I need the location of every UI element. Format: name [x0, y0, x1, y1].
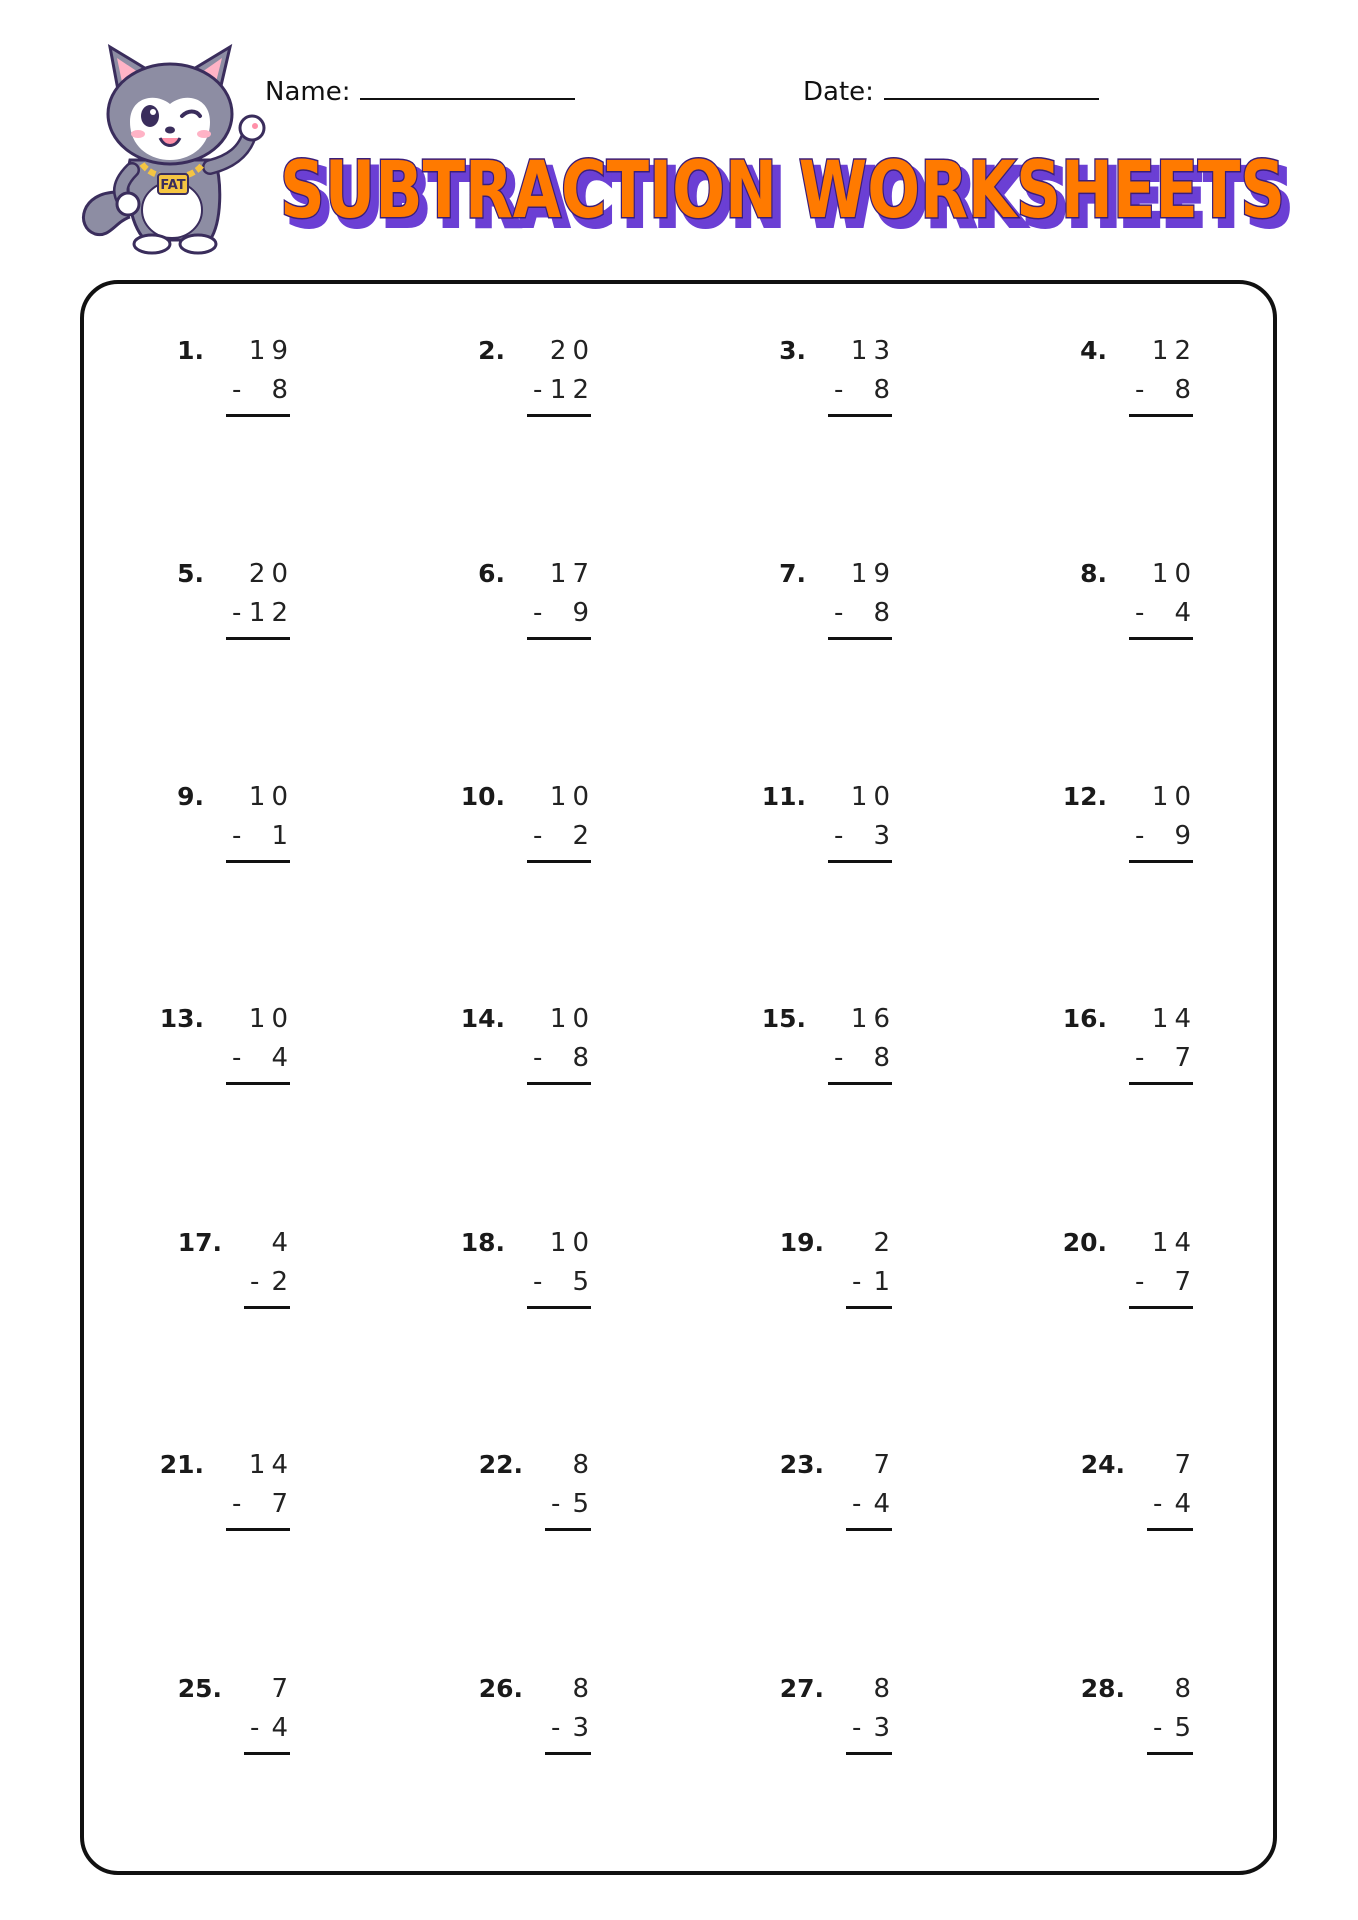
problem-23: [742, 1450, 896, 1530]
minus-sign: -: [533, 1043, 543, 1073]
problem-number: 26.: [478, 1674, 523, 1703]
minus-sign: -: [1135, 821, 1145, 851]
problem-number: 12.: [1062, 782, 1107, 811]
subtrahend: 9: [572, 598, 595, 628]
mascot-chain-text: FAT: [160, 178, 186, 193]
minus-sign: -: [232, 1489, 242, 1519]
answer-line[interactable]: [1147, 1528, 1193, 1531]
problem-number: 27.: [779, 1674, 824, 1703]
subtrahend: 8: [873, 1043, 896, 1073]
answer-line[interactable]: [1129, 637, 1193, 640]
problem-6: [441, 559, 595, 639]
subtrahend: 8: [873, 375, 896, 405]
problem-5: [140, 559, 294, 639]
subtrahend: 4: [1174, 1489, 1197, 1519]
minus-sign: -: [551, 1713, 561, 1743]
minuend: 17: [549, 559, 595, 589]
problem-number: 25.: [177, 1674, 222, 1703]
answer-line[interactable]: [527, 1306, 591, 1309]
date-label: Date:: [803, 77, 874, 107]
problem-9: [140, 782, 294, 862]
minus-sign: -: [250, 1267, 260, 1297]
answer-line[interactable]: [1147, 1752, 1193, 1755]
problem-number: 16.: [1062, 1004, 1107, 1033]
minuend: 14: [248, 1450, 294, 1480]
answer-line[interactable]: [1129, 1082, 1193, 1085]
problem-number: 17.: [177, 1228, 222, 1257]
minus-sign: -: [852, 1267, 862, 1297]
problem-18: [441, 1228, 595, 1308]
answer-line[interactable]: [545, 1528, 591, 1531]
minus-sign: -: [1153, 1489, 1163, 1519]
answer-line[interactable]: [226, 1082, 290, 1085]
subtrahend: 5: [1174, 1713, 1197, 1743]
minus-sign: -: [834, 821, 844, 851]
minus-sign: -: [852, 1489, 862, 1519]
problem-15: [742, 1004, 896, 1084]
minus-sign: -: [1153, 1713, 1163, 1743]
minuend: 2: [873, 1228, 896, 1258]
problem-20: [1043, 1228, 1197, 1308]
minuend: 10: [248, 782, 294, 812]
minus-sign: -: [250, 1713, 260, 1743]
problem-27: [742, 1674, 896, 1754]
minus-sign: -: [551, 1489, 561, 1519]
minus-sign: -: [834, 375, 844, 405]
minuend: 10: [549, 782, 595, 812]
minus-sign: -: [1135, 375, 1145, 405]
subtrahend: 7: [271, 1489, 294, 1519]
subtrahend: 12: [549, 375, 595, 405]
subtrahend: 4: [1174, 598, 1197, 628]
minuend: 7: [1174, 1450, 1197, 1480]
problem-number: 28.: [1080, 1674, 1125, 1703]
problem-number: 3.: [779, 336, 806, 365]
minus-sign: -: [232, 821, 242, 851]
minuend: 12: [1151, 336, 1197, 366]
minuend: 10: [850, 782, 896, 812]
answer-line[interactable]: [244, 1752, 290, 1755]
answer-line[interactable]: [226, 637, 290, 640]
minus-sign: -: [232, 1043, 242, 1073]
minuend: 8: [1174, 1674, 1197, 1704]
minuend: 10: [248, 1004, 294, 1034]
answer-line[interactable]: [846, 1752, 892, 1755]
minus-sign: -: [232, 598, 242, 628]
answer-line[interactable]: [1129, 414, 1193, 417]
problem-19: [742, 1228, 896, 1308]
answer-line[interactable]: [527, 1082, 591, 1085]
problem-14: [441, 1004, 595, 1084]
page-title: [280, 135, 1300, 245]
answer-line[interactable]: [1129, 860, 1193, 863]
minus-sign: -: [834, 598, 844, 628]
date-line[interactable]: [884, 74, 1099, 100]
subtrahend: 9: [1174, 821, 1197, 851]
minuend: 20: [248, 559, 294, 589]
minus-sign: -: [533, 821, 543, 851]
answer-line[interactable]: [226, 860, 290, 863]
subtrahend: 8: [572, 1043, 595, 1073]
problem-number: 4.: [1080, 336, 1107, 365]
answer-line[interactable]: [828, 414, 892, 417]
answer-line[interactable]: [846, 1306, 892, 1309]
subtrahend: 8: [271, 375, 294, 405]
problem-1: [140, 336, 294, 416]
subtrahend: 3: [873, 821, 896, 851]
answer-line[interactable]: [545, 1752, 591, 1755]
problem-12: [1043, 782, 1197, 862]
problem-number: 2.: [478, 336, 505, 365]
minuend: 20: [549, 336, 595, 366]
minuend: 4: [271, 1228, 294, 1258]
problem-number: 10.: [460, 782, 505, 811]
problem-16: [1043, 1004, 1197, 1084]
cat-mascot-icon: [70, 42, 270, 257]
subtrahend: 3: [873, 1713, 896, 1743]
subtrahend: 7: [1174, 1043, 1197, 1073]
minus-sign: -: [852, 1713, 862, 1743]
minuend: 10: [1151, 559, 1197, 589]
answer-line[interactable]: [828, 1082, 892, 1085]
subtrahend: 8: [873, 598, 896, 628]
minus-sign: -: [533, 598, 543, 628]
problem-number: 15.: [761, 1004, 806, 1033]
subtrahend: 4: [873, 1489, 896, 1519]
minuend: 13: [850, 336, 896, 366]
answer-line[interactable]: [527, 860, 591, 863]
subtrahend: 5: [572, 1267, 595, 1297]
problem-number: 11.: [761, 782, 806, 811]
subtrahend: 2: [572, 821, 595, 851]
minus-sign: -: [232, 375, 242, 405]
problem-number: 23.: [779, 1450, 824, 1479]
problem-26: [441, 1674, 595, 1754]
subtrahend: 1: [271, 821, 294, 851]
subtrahend: 5: [572, 1489, 595, 1519]
problem-number: 6.: [478, 559, 505, 588]
minuend: 7: [271, 1674, 294, 1704]
problem-13: [140, 1004, 294, 1084]
minus-sign: -: [1135, 598, 1145, 628]
minuend: 10: [549, 1228, 595, 1258]
minus-sign: -: [1135, 1267, 1145, 1297]
minuend: 8: [572, 1674, 595, 1704]
name-field[interactable]: [265, 74, 575, 107]
problem-24: [1043, 1450, 1197, 1530]
minus-sign: -: [533, 1267, 543, 1297]
problem-number: 18.: [460, 1228, 505, 1257]
problem-25: [140, 1674, 294, 1754]
subtrahend: 3: [572, 1713, 595, 1743]
answer-line[interactable]: [244, 1306, 290, 1309]
minuend: 16: [850, 1004, 896, 1034]
problem-10: [441, 782, 595, 862]
minuend: 8: [572, 1450, 595, 1480]
problem-7: [742, 559, 896, 639]
date-field[interactable]: [803, 74, 1099, 107]
problem-3: [742, 336, 896, 416]
minuend: 8: [873, 1674, 896, 1704]
subtrahend: 12: [248, 598, 294, 628]
minus-sign: -: [533, 375, 543, 405]
subtrahend: 4: [271, 1713, 294, 1743]
problem-number: 24.: [1080, 1450, 1125, 1479]
problem-number: 22.: [478, 1450, 523, 1479]
minuend: 7: [873, 1450, 896, 1480]
problem-22: [441, 1450, 595, 1530]
answer-line[interactable]: [846, 1528, 892, 1531]
problem-4: [1043, 336, 1197, 416]
problem-number: 5.: [177, 559, 204, 588]
subtrahend: 8: [1174, 375, 1197, 405]
answer-line[interactable]: [828, 860, 892, 863]
subtrahend: 4: [271, 1043, 294, 1073]
problem-17: [140, 1228, 294, 1308]
problem-number: 9.: [177, 782, 204, 811]
minus-sign: -: [834, 1043, 844, 1073]
problem-number: 8.: [1080, 559, 1107, 588]
problem-8: [1043, 559, 1197, 639]
subtrahend: 2: [271, 1267, 294, 1297]
answer-line[interactable]: [226, 1528, 290, 1531]
name-label: Name:: [265, 77, 351, 107]
page-title-shadow: SUBTRACTION WORKSHEETS: [287, 154, 1292, 244]
answer-line[interactable]: [527, 414, 591, 417]
answer-line[interactable]: [527, 637, 591, 640]
problem-number: 21.: [159, 1450, 204, 1479]
name-line[interactable]: [360, 74, 575, 100]
minuend: 10: [549, 1004, 595, 1034]
problem-number: 7.: [779, 559, 806, 588]
minuend: 14: [1151, 1228, 1197, 1258]
minus-sign: -: [1135, 1043, 1145, 1073]
problem-2: [441, 336, 595, 416]
problem-11: [742, 782, 896, 862]
problem-number: 20.: [1062, 1228, 1107, 1257]
answer-line[interactable]: [226, 414, 290, 417]
problem-number: 14.: [460, 1004, 505, 1033]
problem-21: [140, 1450, 294, 1530]
minuend: 19: [248, 336, 294, 366]
problem-number: 13.: [159, 1004, 204, 1033]
minuend: 10: [1151, 782, 1197, 812]
minuend: 14: [1151, 1004, 1197, 1034]
subtrahend: 7: [1174, 1267, 1197, 1297]
minuend: 19: [850, 559, 896, 589]
answer-line[interactable]: [828, 637, 892, 640]
answer-line[interactable]: [1129, 1306, 1193, 1309]
problem-number: 1.: [177, 336, 204, 365]
page-title-text: SUBTRACTION WORKSHEETS: [280, 146, 1285, 236]
problem-number: 19.: [779, 1228, 824, 1257]
problem-28: [1043, 1674, 1197, 1754]
subtrahend: 1: [873, 1267, 896, 1297]
